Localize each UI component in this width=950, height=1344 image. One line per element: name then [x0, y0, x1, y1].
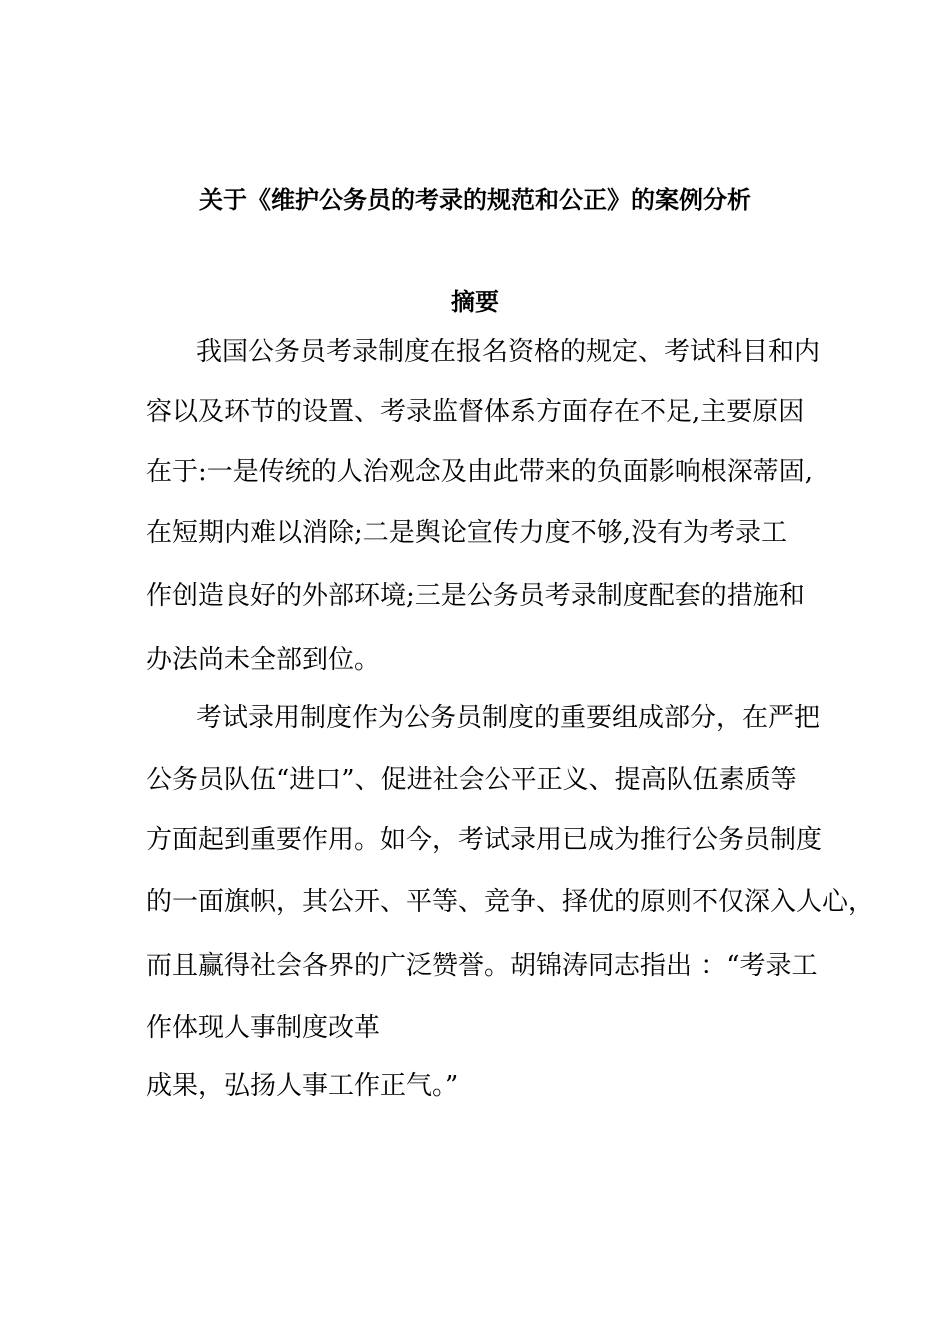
paragraph-line: 在短期内难以消除;二是舆论宣传力度不够,没有为考录工	[146, 518, 788, 548]
paragraph-line: 考试录用制度作为公务员制度的重要组成部分，在严把	[196, 703, 821, 733]
paragraph-line: 作体现人事制度改革	[146, 1013, 381, 1043]
paragraph-line: 作创造良好的外部环境;三是公务员考录制度配套的措施和	[146, 581, 805, 611]
document-title: 关于《维护公务员的考录的规范和公正》的案例分析	[199, 186, 751, 214]
paragraph-line: 成果，弘扬人事工作正气。”	[146, 1071, 459, 1101]
paragraph-line: 而且赢得社会各界的广泛赞誉。胡锦涛同志指出 ：“考录工	[146, 951, 818, 981]
paragraph-line: 方面起到重要作用。如今，考试录用已成为推行公务员制度	[146, 825, 823, 855]
paragraph-line: 在于:一是传统的人治观念及由此带来的负面影响根深蒂固,	[146, 457, 814, 487]
paragraph-line: 容以及环节的设置、考录监督体系方面存在不足,主要原因	[146, 397, 805, 427]
paragraph-line: 公务员队伍“进口”、促进社会公平正义、提高队伍素质等	[146, 765, 797, 795]
paragraph-line: 我国公务员考录制度在报名资格的规定、考试科目和内	[196, 337, 821, 367]
abstract-heading: 摘要	[451, 288, 499, 316]
paragraph-line: 的一面旗帜，其公开、平等、竞争、择优的原则不仅深入人心，	[146, 887, 875, 917]
paragraph-line: 办法尚未全部到位。	[146, 645, 381, 675]
